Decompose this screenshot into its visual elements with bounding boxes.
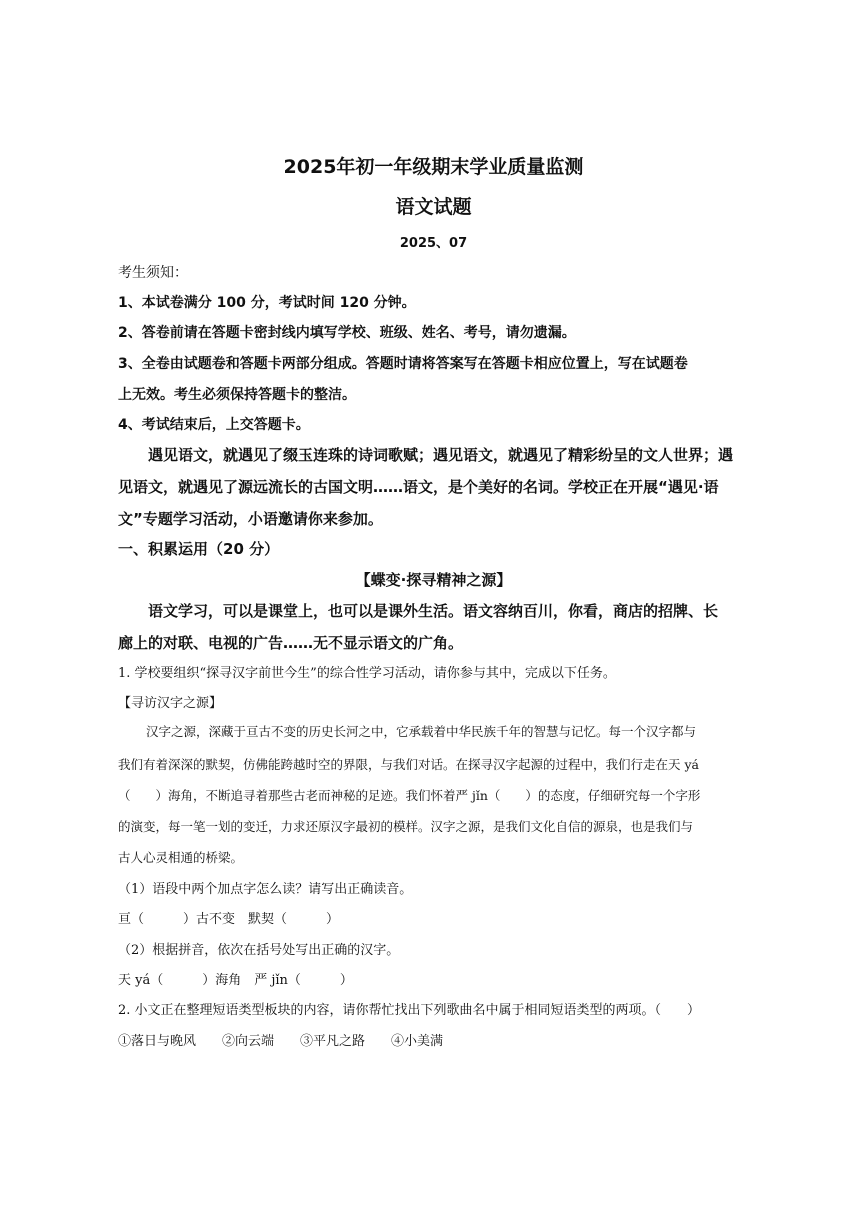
intro-line-3: 文”专题学习活动，小语邀请你来参加。	[118, 510, 383, 528]
notice-item-3: 3、全卷由试题卷和答题卡两部分组成。答题时请将答案写在答题卡相应位置上，写在试题卷	[118, 356, 688, 372]
q1-passage-line-5: 古人心灵相通的桥梁。	[118, 850, 244, 865]
exam-subtitle: 语文试题	[395, 196, 472, 218]
q2-options: ①落日与晚风 ②向云端 ③平凡之路 ④小美满	[118, 1034, 444, 1049]
intro-line-1: 遇见语文，就遇见了缀玉连珠的诗词歌赋；遇见语文，就遇见了精彩纷呈的文人世界；遇	[148, 446, 734, 464]
q1-sub1: （1）语段中两个加点字怎么读？请写出正确读音。	[118, 882, 413, 897]
q1-passage-line-4: 的演变，每一笔一划的变迁，力求还原汉字最初的模样。汉字之源，是我们文化自信的源泉，也是我们与	[118, 819, 694, 834]
q2-stem: 2. 小文正在整理短语类型板块的内容，请你帮忙找出下列歌曲名中属于相同短语类型的两项。（ ）	[118, 1003, 701, 1018]
exam-title: 2025年初一年级期末学业质量监测	[283, 156, 584, 178]
q1-passage-line-2: 我们有着深深的默契，仿佛能跨越时空的界限，与我们对话。在探寻汉字起源的过程中，我们行走在天 yá	[118, 757, 699, 772]
intro-line-2: 见语文，就遇见了源远流长的古国文明……语文，是个美好的名词。学校正在开展“遇见·语	[118, 478, 719, 496]
q1-passage-line-1: 汉字之源，深藏于亘古不变的历史长河之中，它承载着中华民族千年的智慧与记忆。每一个汉字都与	[146, 724, 697, 739]
section-1-para-1: 语文学习，可以是课堂上，也可以是课外生活。语文容纳百川，你看，商店的招牌、长	[148, 602, 719, 620]
section-1-para-2: 廊上的对联、电视的广告……无不显示语文的广角。	[118, 634, 464, 652]
q1-sub2-answer-line: 天 yá（ ）海角 严 jǐn（ ）	[118, 973, 353, 988]
q1-task-label: 【寻访汉字之源】	[118, 696, 223, 711]
q1-stem: 1. 学校要组织“探寻汉字前世今生”的综合性学习活动，请你参与其中，完成以下任务。	[118, 666, 616, 681]
notice-heading: 考生须知：	[118, 265, 188, 281]
notice-item-4: 4、考试结束后，上交答题卡。	[118, 417, 310, 433]
section-1-heading: 一、积累运用（20 分）	[118, 540, 280, 558]
exam-date: 2025、07	[399, 236, 468, 251]
q1-sub1-answer-line: 亘（ ）古不变 默契（ ）	[118, 912, 340, 927]
q1-passage-line-3: （ ）海角，不断追寻着那些古老而神秘的足迹。我们怀着严 jǐn（ ）的态度，仔细研究每一个字形	[118, 788, 701, 803]
notice-item-2: 2、答卷前请在答题卡密封线内填写学校、班级、姓名、考号，请勿遗漏。	[118, 325, 576, 341]
notice-item-1: 1、本试卷满分 100 分，考试时间 120 分钟。	[118, 295, 416, 311]
section-1-subtitle: 【蝶变·探寻精神之源】	[355, 571, 512, 589]
q1-sub2: （2）根据拼音，依次在括号处写出正确的汉字。	[118, 943, 400, 958]
notice-item-3-cont: 上无效。考生必须保持答题卡的整洁。	[118, 387, 356, 403]
